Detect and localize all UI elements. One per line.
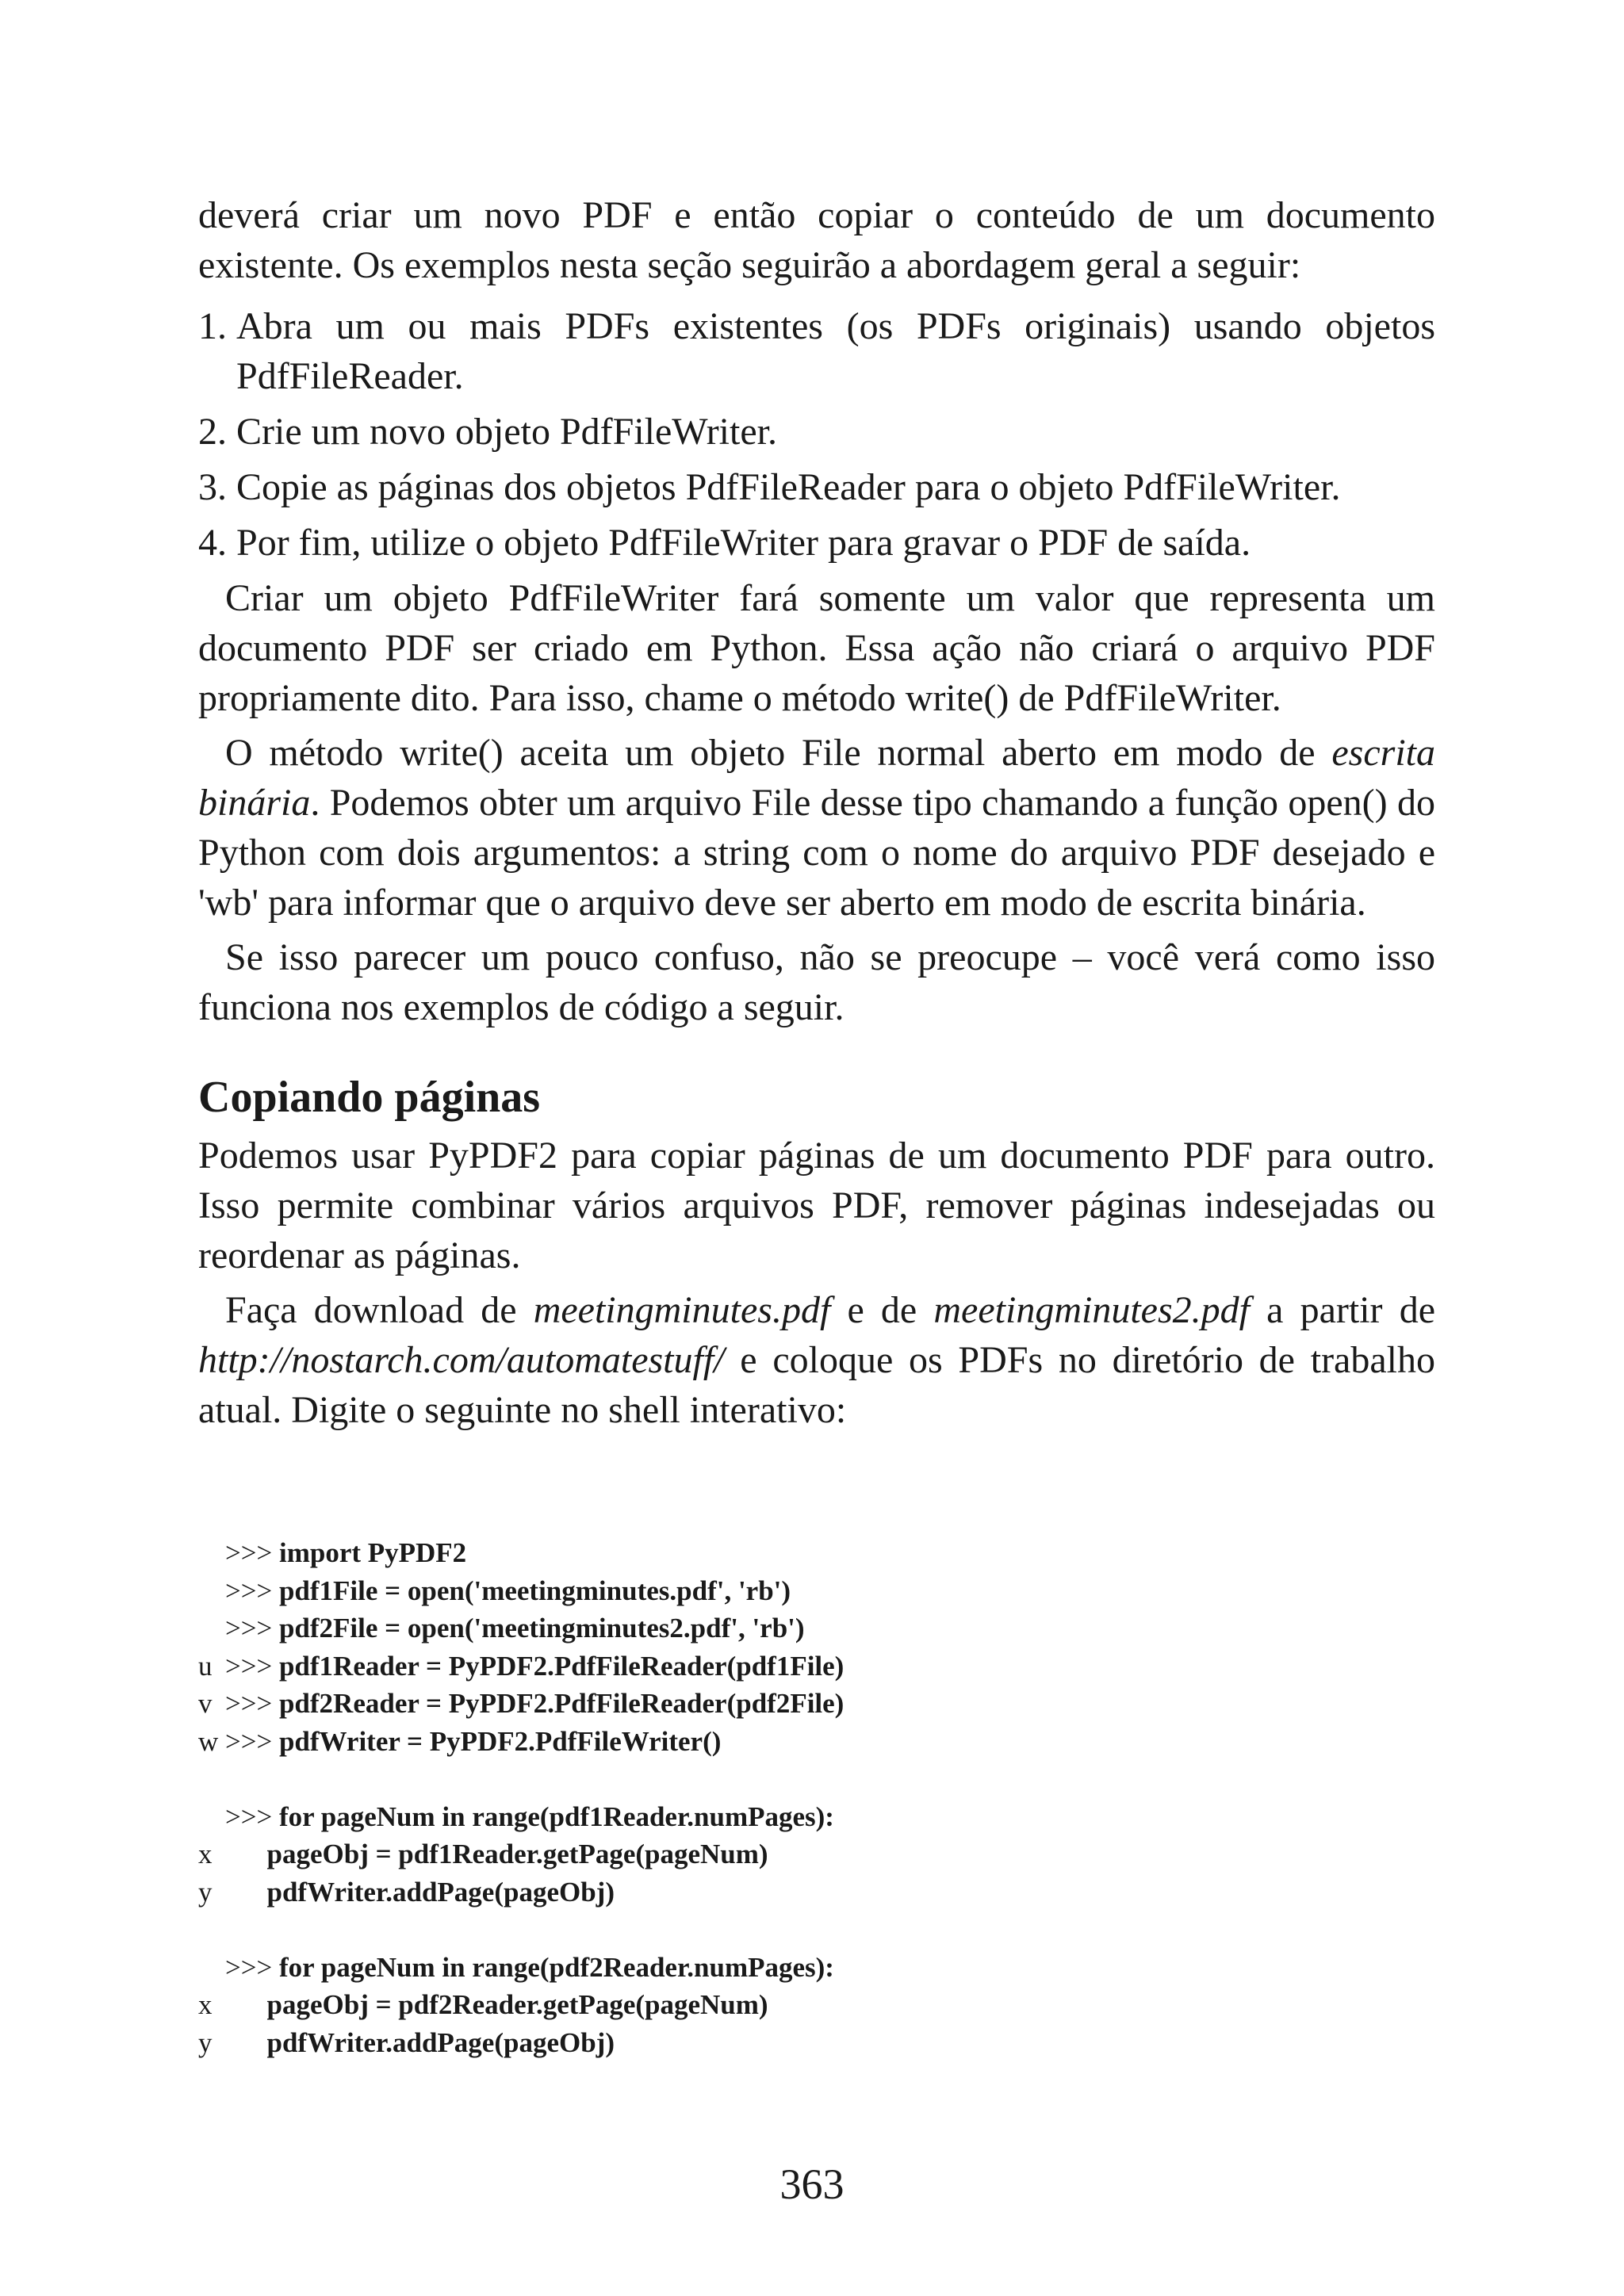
code-line (198, 1647, 1229, 1686)
code-line (198, 1609, 1229, 1647)
page-body (198, 190, 1435, 1435)
code-blank-line (198, 1760, 1229, 1798)
code-blank-line (198, 1911, 1229, 1949)
list-item-number: 2. (198, 411, 236, 453)
code-prompt: >>> (225, 1951, 279, 1983)
code-statement: pdf2Reader = PyPDF2.PdfFileReader(pdf2File) (278, 1688, 845, 1719)
page-number: 363 (779, 2160, 845, 2208)
code-line (198, 1685, 1229, 1723)
list-item-text: Copie as páginas dos objetos PdfFileReader para o objeto PdfFileWriter. (236, 466, 1341, 508)
code-line (198, 1873, 1229, 1911)
list-item-text: Crie um novo objeto PdfFileWriter. (236, 411, 777, 453)
text-run: a partir de (1249, 1289, 1436, 1331)
list-item-text: Abra um ou mais PDFs existentes (os PDFs originais) usando objetos PdfFileReader. (236, 305, 1435, 397)
filename-text: meetingminutes2.pdf (933, 1289, 1250, 1331)
code-indent (225, 1835, 267, 1873)
url-text: http://nostarch.com/automatestuff/ (198, 1339, 725, 1381)
code-callout-marker (198, 1572, 225, 1610)
text-run: e coloque os PDFs no diretório de trabalho atual. Digite o seguinte no shell interativo: (198, 1339, 1435, 1431)
list-item (198, 462, 1435, 512)
code-prompt: >>> (225, 1575, 279, 1606)
code-statement: pdf1Reader = PyPDF2.PdfFileReader(pdf1File) (278, 1650, 845, 1682)
list-item-text: Por fim, utilize o objeto PdfFileWriter para gravar o PDF de saída. (236, 522, 1251, 564)
steps-list (198, 301, 1435, 568)
code-callout-marker: v (198, 1688, 213, 1719)
code-line (198, 1723, 1229, 1761)
code-callout-marker (198, 1534, 225, 1572)
code-prompt: >>> (225, 1725, 279, 1757)
code-prompt: >>> (225, 1613, 279, 1644)
code-listing (198, 1534, 1229, 2061)
text-run: e de (830, 1289, 934, 1331)
reassurance-paragraph: Se isso parecer um pouco confuso, não se preocupe – você verá como isso funciona nos exemplos de código a seguir. (198, 936, 1435, 1028)
code-statement: pdfWriter.addPage(pageObj) (266, 1876, 615, 1908)
code-line (198, 1986, 1229, 2024)
code-callout-marker: x (198, 1989, 213, 2020)
code-callout-marker (198, 1949, 225, 1987)
code-callout-marker: x (198, 1839, 213, 1869)
code-prompt: >>> (225, 1537, 279, 1568)
code-callout-marker (198, 1609, 225, 1647)
write-method-paragraph (198, 728, 1435, 928)
list-item-number: 4. (198, 522, 236, 564)
code-statement: pdfWriter = PyPDF2.PdfFileWriter() (278, 1725, 722, 1757)
code-line (198, 1534, 1229, 1572)
code-line (198, 1572, 1229, 1610)
section-heading: Copiando páginas (198, 1073, 541, 1122)
list-item (198, 301, 1435, 401)
code-prompt: >>> (225, 1800, 279, 1832)
code-statement: import PyPDF2 (278, 1537, 467, 1568)
code-statement: pdfWriter.addPage(pageObj) (266, 2026, 615, 2058)
code-line (198, 2024, 1229, 2062)
code-callout-marker: y (198, 1876, 213, 1908)
code-statement: for pageNum in range(pdf2Reader.numPages): (278, 1951, 834, 1983)
code-prompt: >>> (225, 1688, 279, 1719)
code-indent (225, 2024, 267, 2062)
code-line (198, 1798, 1229, 1836)
copy-pages-paragraph: Podemos usar PyPDF2 para copiar páginas de um documento PDF para outro. Isso permite combinar vários arquivos PDF, remover páginas indesejadas ou reordenar as páginas. (198, 1135, 1435, 1276)
code-callout-marker (198, 1798, 225, 1836)
code-statement: for pageNum in range(pdf1Reader.numPages): (278, 1800, 834, 1832)
code-statement: pdf2File = open('meetingminutes2.pdf', 'rb') (278, 1613, 805, 1644)
code-prompt: >>> (225, 1650, 279, 1682)
text-run: Faça download de (225, 1289, 534, 1331)
list-item-number: 1. (198, 305, 236, 347)
download-paragraph (198, 1285, 1435, 1435)
text-run: . Podemos obter um arquivo File desse tipo chamando a função open() do Python com dois argumentos: a string com o nome do arquivo PDF desejado e 'wb' para informar que o arquivo deve ser aberto em modo de escrita binária. (198, 782, 1435, 924)
code-line (198, 1835, 1229, 1873)
intro-paragraph: deverá criar um novo PDF e então copiar o conteúdo de um documento existente. Os exemplos nesta seção seguirão a abordagem geral a seguir: (198, 194, 1435, 286)
text-run: O método write() aceita um objeto File normal aberto em modo de (225, 732, 1332, 774)
filename-text: meetingminutes.pdf (533, 1289, 831, 1331)
code-statement: pageObj = pdf2Reader.getPage(pageNum) (266, 1989, 768, 2020)
code-callout-marker: u (198, 1650, 213, 1682)
code-line (198, 1949, 1229, 1987)
list-item-number: 3. (198, 466, 236, 508)
list-item (198, 407, 1435, 457)
pdfwriter-paragraph: Criar um objeto PdfFileWriter fará somente um valor que representa um documento PDF ser criado em Python. Essa ação não criará o arquivo PDF propriamente dito. Para isso, chame o método write() de PdfFileWriter. (198, 577, 1435, 719)
emphasis-text: escrita binária (198, 732, 1435, 824)
code-callout-marker: y (198, 2026, 213, 2058)
code-statement: pageObj = pdf1Reader.getPage(pageNum) (266, 1839, 768, 1869)
list-item (198, 518, 1435, 568)
code-statement: pdf1File = open('meetingminutes.pdf', 'rb') (278, 1575, 791, 1606)
code-indent (225, 1873, 267, 1911)
code-callout-marker: w (198, 1725, 219, 1757)
code-indent (225, 1986, 267, 2024)
